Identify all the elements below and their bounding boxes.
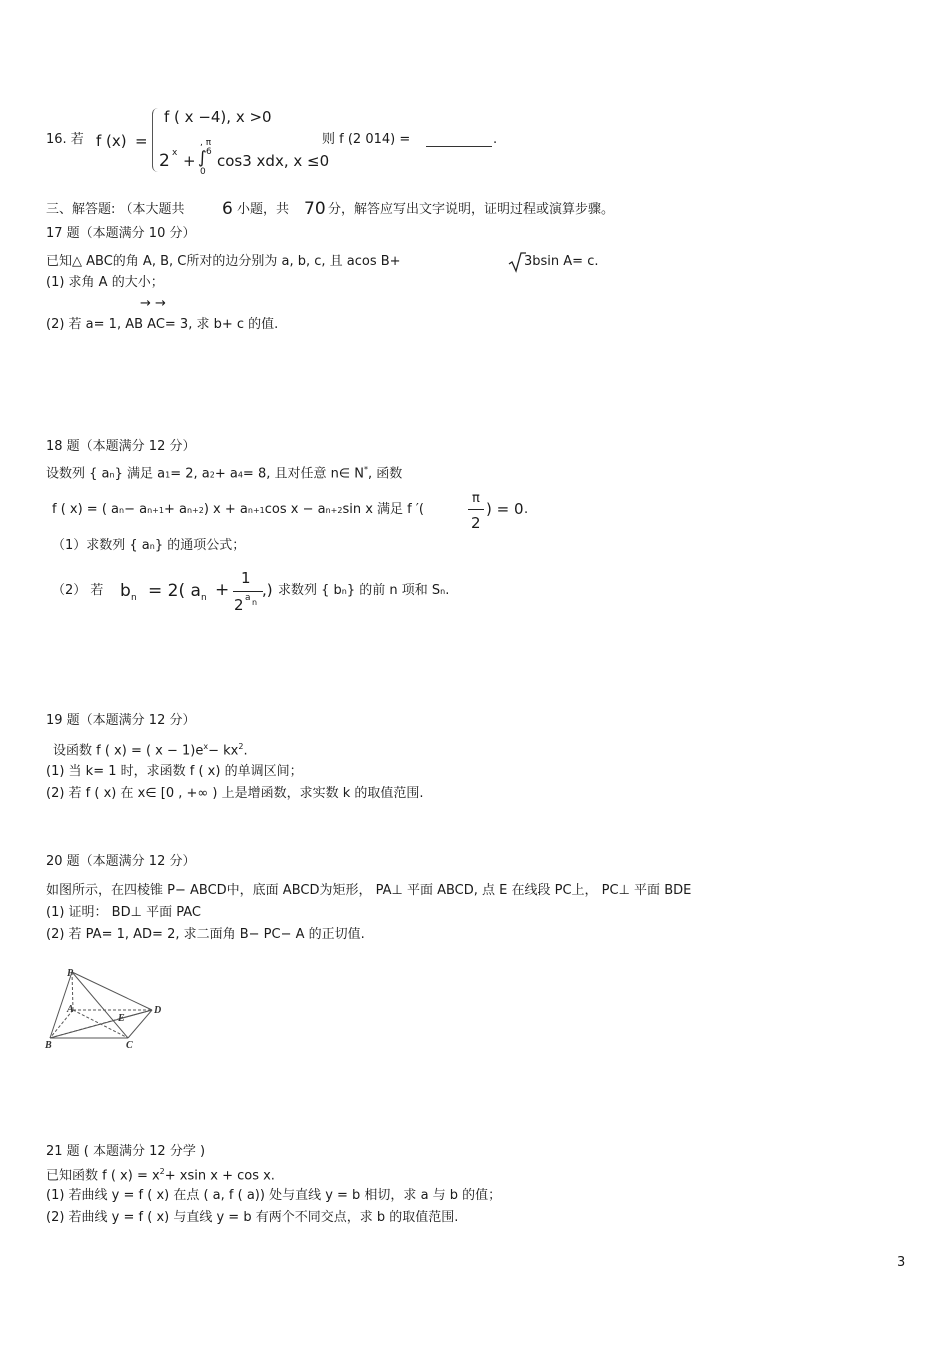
q21-title: 21 题 ( 本题满分 12 分学 ) bbox=[46, 1144, 206, 1159]
q19-title: 19 题（本题满分 12 分） bbox=[46, 713, 196, 728]
q16-fx: f (x) bbox=[96, 132, 127, 150]
fig-label-p: P bbox=[67, 968, 74, 979]
q20-part2: (2) 若 PA= 1, AD= 2, 求二面角 B− PC− A 的正切值. bbox=[46, 927, 365, 942]
q18-b-sub: n bbox=[131, 593, 137, 603]
section3-count: 6 bbox=[222, 199, 233, 219]
q16-case2-pi: , π bbox=[200, 138, 212, 148]
q16-eq: = bbox=[135, 132, 148, 150]
q21-line1: 已知函数 f ( $x) = x^2+ xsin$ x + cos x. bbox=[46, 1167, 275, 1184]
q17-part1: (1) 求角 A 的大小； bbox=[46, 275, 164, 290]
q18-fraction-bar bbox=[468, 509, 484, 510]
section3-suffix: 分，解答应写出文字说明，证明过程或演算步骤。 bbox=[328, 202, 615, 217]
q16-integral-lower: 0 bbox=[200, 167, 206, 177]
q18-frac-exp-n: n bbox=[252, 598, 258, 607]
q19-line1: 设函数 f ( x) = ( $x - 1)e^x- kx^2$. bbox=[53, 742, 248, 759]
q16-number: 16. 若 bbox=[46, 132, 84, 147]
q16-case2-exp: x bbox=[172, 148, 178, 158]
q17-title: 17 题（本题满分 10 分） bbox=[46, 226, 196, 241]
q18-part1: （1）求数列 { an} 的通项公式； bbox=[52, 538, 246, 553]
q18-two-denominator: 2 bbox=[471, 514, 481, 532]
q20-title: 20 题（本题满分 12 分） bbox=[46, 854, 196, 869]
q18-part2-label: （2） 若 bbox=[52, 583, 104, 598]
q16-then: 则 f (2 014) = bbox=[322, 132, 411, 147]
fig-label-a: A bbox=[67, 1004, 74, 1015]
q18-frac-bar bbox=[233, 591, 263, 592]
q16-case1: f ( x −4), x >0 bbox=[164, 108, 272, 126]
q18-f-dot: . bbox=[524, 502, 529, 517]
q18-frac-one: 1 bbox=[241, 569, 251, 587]
q16-case2-plus: + bbox=[183, 152, 196, 170]
q16-case2-rest: cos3 xdx, x ≤0 bbox=[217, 152, 330, 170]
fig-label-c: C bbox=[126, 1040, 133, 1051]
q17-vector-arrows: → → bbox=[140, 296, 166, 311]
section3-mid: 小题，共 bbox=[237, 202, 290, 217]
q18-f-line: f ( x) = ( an− an+1+ an+2) x + an+1cos x − an+2sin x 满足 f ′( bbox=[52, 502, 424, 517]
q18-a-sub: n bbox=[201, 593, 207, 603]
q20-part1: (1) 证明： BD⊥ 平面 PAC bbox=[46, 905, 201, 920]
section3-score: 70 bbox=[304, 199, 326, 219]
q18-frac-two: 2 bbox=[234, 596, 244, 614]
q18-b: b bbox=[120, 581, 131, 601]
page-number: 3 bbox=[897, 1255, 906, 1270]
q21-part1: (1) 若曲线 y = f ( x) 在点 ( a, f ( a)) 处与直线 y = b 相切，求 a 与 b 的值； bbox=[46, 1188, 502, 1203]
q21-part2: (2) 若曲线 y = f ( x) 与直线 y = b 有两个不同交点，求 b 的取值范围. bbox=[46, 1210, 459, 1225]
q16-integral-sign: ∫ bbox=[198, 148, 207, 168]
q18-line1: 设数列 { an} 满足 a1= 2, a2+ a4= 8, 且对任意 n∈ N*, 函数 bbox=[46, 465, 403, 482]
q18-pi-numerator: π bbox=[472, 491, 480, 506]
q18-title: 18 题（本题满分 12 分） bbox=[46, 439, 196, 454]
pyramid-figure bbox=[40, 962, 175, 1052]
q18-plus: + bbox=[215, 580, 230, 600]
q17-part2: (2) 若 a= 1, AB AC= 3, 求 b+ c 的值. bbox=[46, 317, 279, 332]
q16-case2-base: 2 bbox=[159, 151, 170, 171]
q18-part2: 求数列 { bn} 的前 n 项和 Sn. bbox=[278, 583, 450, 598]
q16-answer-blank bbox=[426, 146, 492, 147]
fig-label-e: E bbox=[118, 1013, 125, 1024]
q18-f-end: ) = 0 bbox=[486, 500, 524, 518]
q18-frac-exp-a: a bbox=[245, 593, 251, 603]
fig-label-d: D bbox=[154, 1005, 162, 1016]
section3-prefix: 三、解答题: （本大题共 bbox=[46, 202, 185, 217]
fig-label-b: B bbox=[45, 1040, 52, 1051]
q17-line1a: 已知△ ABC的角 A, B, C所对的边分别为 a, b, c, 且 acos B+ bbox=[46, 254, 401, 269]
q16-integral-upper: 6 bbox=[206, 147, 212, 157]
q19-part1: (1) 当 k= 1 时，求函数 f ( x) 的单调区间； bbox=[46, 764, 303, 779]
q16-blank-end: . bbox=[493, 132, 498, 147]
q18-close: ,) bbox=[262, 581, 273, 599]
q20-line1: 如图所示，在四棱锥 P− ABCD中，底面 ABCD为矩形， PA⊥ 平面 ABCD, 点 E 在线段 PC上， PC⊥ 平面 BDE bbox=[46, 883, 692, 898]
q18-eq: = 2( a bbox=[148, 581, 201, 601]
q19-part2: (2) 若 f ( x) 在 x∈ [0 , +∞ ) 上是增函数，求实数 k 的取值范围. bbox=[46, 786, 424, 801]
q17-line1b: 3bsin A= c. bbox=[524, 254, 599, 269]
